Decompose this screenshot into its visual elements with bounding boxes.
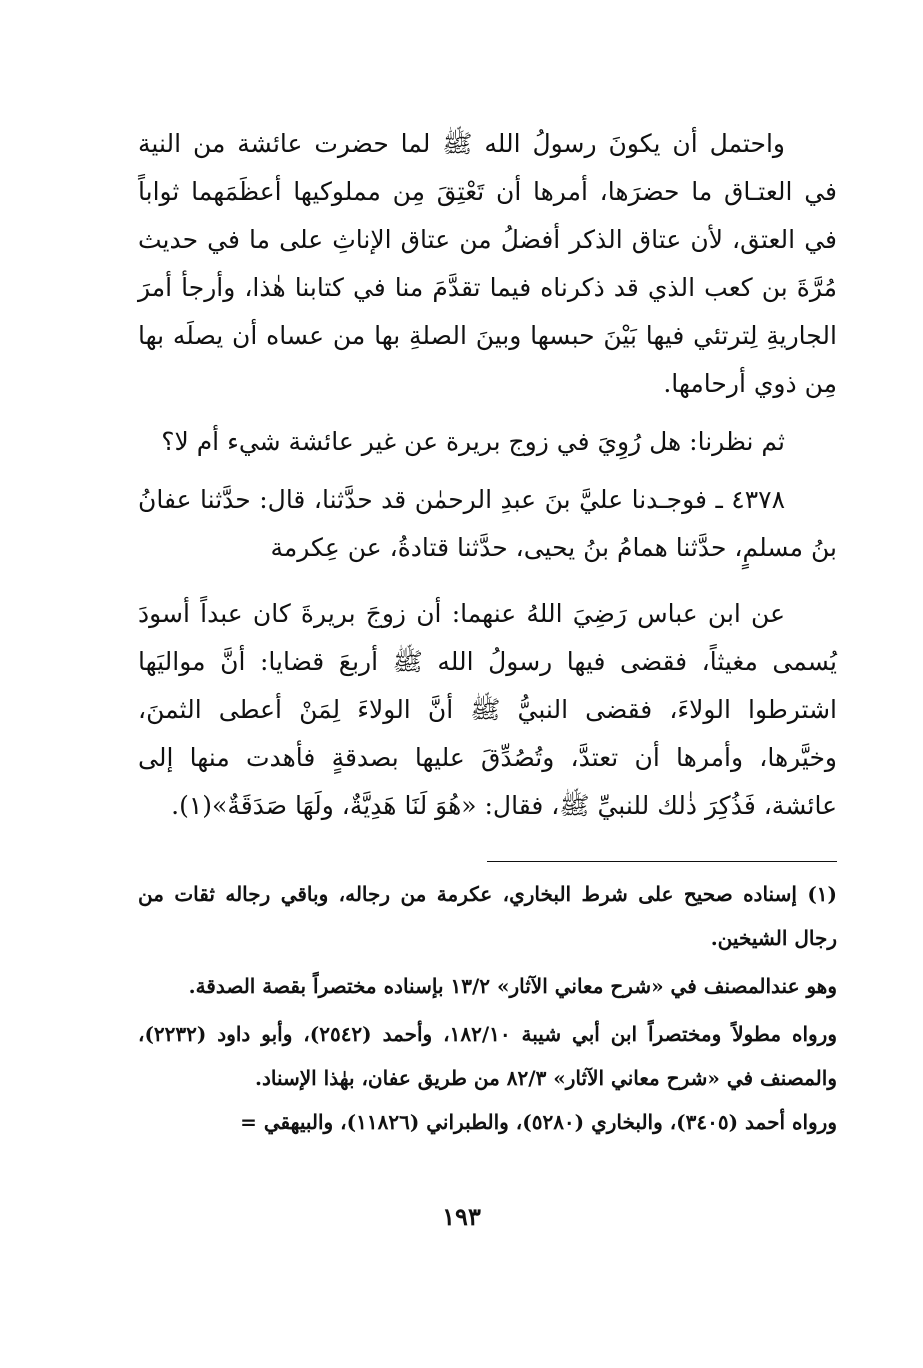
main-text [138,120,837,830]
hadith-isnad-paragraph: ٤٣٧٨ ـ فوجـدنا عليَّ بنَ عبدِ الرحمٰن قد حدَّثنا، قال: حدَّثنا عفانُ بنُ مسلمٍ، حدَّثنا همامُ بنُ يحيى، حدَّثنا قتادةُ، عن عِكرمة [138,485,837,562]
page-number: ١٩٣ [442,1202,481,1231]
footnote-separator [487,861,837,862]
footnote-continuation: ورواه أحمد (٣٤٠٥)، والبخاري (٥٢٨٠)، والطبراني (١١٨٢٦)، والبيهقي = [240,1110,837,1134]
footnote-narrations: ورواه مطولاً ومختصراً ابن أبي شيبة ١٨٢/١٠، وأحمد (٢٥٤٢)، وأبو داود (٢٢٣٢)، والمصنف في «شرح معاني الآثار» ٨٢/٣ من طريق عفان، بهٰذا الإسناد. [138,1022,837,1090]
question-paragraph: ثم نظرنا: هل رُوِيَ في زوج بريرة عن غير عائشة شيء أم لا؟ [161,427,785,456]
footnote-1: (١) إسناده صحيح على شرط البخاري، عكرمة من رجاله، وباقي رجاله ثقات من رجال الشيخين. [138,882,837,950]
footnote-source-line: وهو عندالمصنف في «شرح معاني الآثار» ١٣/٢ بإسناده مختصراً بقصة الصدقة. [188,974,837,998]
hadith-matn-paragraph: عن ابن عباس رَضِيَ اللهُ عنهما: أن زوجَ بريرةَ كان عبداً أسودَ يُسمى مغيثاً، فقضى فيها رسولُ الله ﷺ أربعَ قضايا: أنَّ مواليَها اشترطوا الولاءَ، فقضى النبيُّ ﷺ أنَّ الولاءَ لِمَنْ أعطى الثمنَ، وخيَّرها، وأمرها أن تعتدَّ، وتُصُدِّقَ عليها بصدقةٍ فأهدت منها إلى عائشة، فَذُكِرَ ذٰلك للنبيِّ ﷺ، فقال: «هُوَ لَنَا هَدِيَّةٌ، ولَهَا صَدَقَةٌ»(١). [138,599,837,820]
commentary-paragraph: واحتمل أن يكونَ رسولُ الله ﷺ لما حضرت عائشة من النية في العتـاق ما حضرَها، أمرها أن تَعْتِقَ مِن مملوكيها أعظَمَهما ثواباً في العتق، لأن عتاق الذكر أفضلُ من عتاق الإناثِ على ما في حديث مُرَّةَ بن كعب الذي قد ذكرناه فيما تقدَّمَ منا في كتابنا هٰذا، وأرجأ أمرَ الجاريةِ لِترتئي فيها بَيْنَ حبسها وبينَ الصلةِ بها من عساه أن يصلَه بها مِن ذوي أرحامها. [138,129,837,398]
footnotes [138,872,837,1144]
